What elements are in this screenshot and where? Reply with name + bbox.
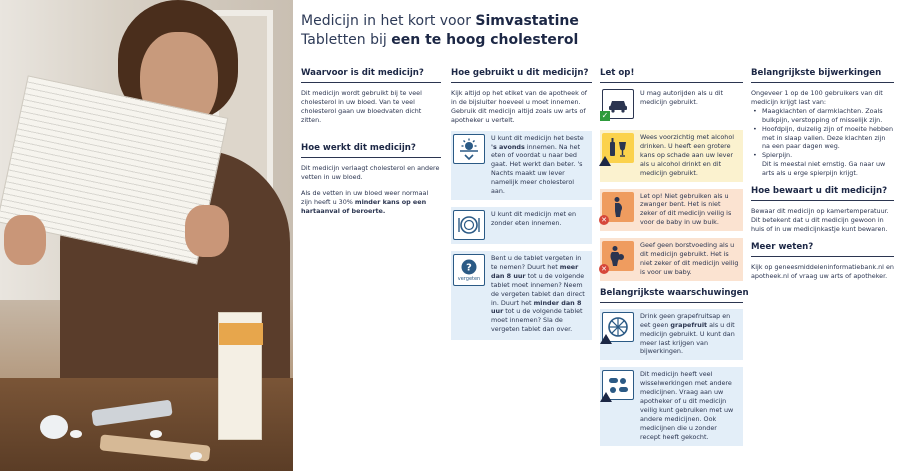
photo-pill [70, 430, 82, 438]
text-span: als u dit medicijn gebruikt. U kunt dan meer last krijgen van bijwerkingen. [640, 320, 735, 356]
text-span: Als de vetten in uw bloed weer normaal zijn heeft u 30% [301, 189, 429, 207]
column-side-effects [751, 68, 894, 287]
photo-medicine-box [218, 312, 262, 440]
grapefruit-icon [602, 312, 634, 342]
usage-food-text: U kunt dit medicijn met en zonder eten innemen. [491, 209, 577, 227]
usage-evening [451, 131, 592, 200]
warning-driving [600, 89, 743, 123]
usage-forgotten-text [491, 254, 588, 334]
medicine-name: Simvastatine [475, 13, 579, 29]
hero-photo [0, 0, 293, 471]
section-purpose [301, 68, 441, 125]
section-title: Meer weten? [751, 242, 894, 257]
forgotten-label: vergeten [457, 275, 481, 282]
paragraph: Dit medicijn verlaagt cholesterol en andere vetten in uw bloed. [301, 163, 440, 181]
header-line-2-prefix: Tabletten bij [301, 32, 392, 48]
photo-hand-left [4, 215, 46, 265]
paragraph [301, 189, 441, 216]
header-line-2 [301, 31, 881, 50]
warning-breastfeeding [600, 238, 743, 281]
text-span: tot u de volgende tablet moet innemen? Sla de vergeten tablet dan over. [491, 307, 583, 334]
question-mark-icon [453, 254, 485, 286]
sun-moon-icon [453, 134, 485, 164]
text-bold: minder dan 8 uur [491, 298, 582, 316]
page-header [301, 12, 881, 50]
list-item: • Maagklachten of darmklachten. Zoals bulkpijn, verstopping of misselijk zijn. [751, 107, 894, 125]
cross-icon: ✕ [599, 215, 609, 225]
warning-alcohol-text: Wees voorzichtig met alcohol drinken. U heeft een grotere kans op schade aan uw lever als u alcohol drinkt en dit medicijn gebruikt. [640, 133, 735, 177]
warning-grapefruit [600, 309, 743, 361]
side-effects-list [751, 107, 894, 160]
section-intro: Kijk altijd op het etiket van de apotheek of in de bijsluiter hoeveel u moet innemen. Gebruik dit medicijn altijd zoals uw arts of apotheker u vertelt. [451, 89, 587, 124]
warning-breastfeeding-text: Geef geen borstvoeding als u dit medicijn gebruikt. Het is niet zeker of dit medicijn veilig is voor uw baby. [640, 241, 739, 276]
usage-forgotten [451, 251, 592, 340]
text-span: Bent u de tablet vergeten in te nemen? Duurt het [491, 253, 582, 271]
section-title: Belangrijkste waarschuwingen [600, 288, 743, 303]
indication: een te hoog cholesterol [391, 32, 579, 48]
section-title: Waarvoor is dit medicijn? [301, 68, 441, 83]
svg-text:?: ? [466, 262, 472, 274]
pills-icon [602, 370, 634, 400]
warning-driving-text: U mag autorijden als u dit medicijn gebruikt. [640, 89, 724, 106]
side-effects-intro: Ongeveer 1 op de 100 gebruikers van dit medicijn krijgt last van: [751, 89, 883, 106]
warning-interactions-text: Dit medicijn heeft veel wisselwerkingen met andere medicijnen. Vraag aan uw apotheker of u dit medicijn veilig kunt gebruiken met uw andere medicijnen. Ook medicijnen die u zonder recept heeft gekocht. [640, 370, 734, 441]
section-title: Hoe gebruikt u dit medicijn? [451, 68, 592, 83]
column-warnings [600, 68, 749, 453]
warning-pregnancy [600, 189, 743, 232]
section-text: Kijk op geneesmiddeleninformatiebank.nl en apotheek.nl of vraag uw arts of apotheker. [751, 262, 894, 280]
text-span: tot u de volgende tablet moet innemen? Neem de vergeten tablet dan direct in. Duurt het [491, 271, 585, 307]
header-line-1-prefix: Medicijn in het kort voor [301, 13, 476, 29]
header-line-1 [301, 12, 881, 31]
text-bold: grapefruit [670, 320, 708, 329]
text-span: U kunt dit medicijn het beste [491, 133, 584, 142]
warning-alcohol [600, 130, 743, 182]
list-item: • Spierpijn. [751, 151, 894, 160]
text-span: innemen. Na het eten of voordat u naar bed gaat. Het werkt dan beter. 's Nachts maakt uw lever namelijk meer cholesterol aan. [491, 142, 583, 196]
warning-icon [599, 156, 611, 166]
warning-grapefruit-text [640, 312, 739, 357]
section-text [751, 89, 894, 178]
plate-icon [453, 210, 485, 240]
warning-icon [600, 392, 612, 402]
section-title: Belangrijkste bijwerkingen [751, 68, 894, 83]
photo-pill [190, 452, 202, 460]
pregnant-icon [602, 192, 634, 222]
warning-interactions [600, 367, 743, 445]
cross-icon: ✕ [599, 264, 609, 274]
section-title: Hoe bewaart u dit medicijn? [751, 186, 894, 201]
car-icon [602, 89, 634, 119]
text-bold: meer dan 8 uur [491, 262, 579, 280]
section-storage [751, 186, 894, 234]
section-title: Let op! [600, 68, 743, 83]
section-side-effects [751, 68, 894, 178]
section-title: Hoe werkt dit medicijn? [301, 143, 441, 158]
column-purpose [301, 68, 441, 224]
warning-pregnancy-text: Let op! Niet gebruiken als u zwanger bent. Het is niet zeker of dit medicijn veilig is voor de baby in uw buik. [640, 191, 732, 227]
section-how-it-works [301, 143, 441, 217]
alcohol-icon [602, 133, 634, 163]
text-span: Drink geen grapefruitsap en eet geen [640, 311, 731, 329]
warning-icon [600, 334, 612, 344]
section-text: Dit medicijn wordt gebruikt bij te veel cholesterol in uw bloed. Van te veel cholesterol gaan uw bloedvaten dicht zitten. [301, 89, 422, 124]
list-item: • Hoofdpijn, duizelig zijn of moeite hebben met in slaap vallen. Deze klachten zijn na een paar dagen weg. [751, 125, 894, 152]
text-bold: minder kans op een hartaanval of beroerte. [301, 198, 427, 216]
photo-pill [150, 430, 162, 438]
side-effects-outro: Dit is meestal niet ernstig. Ga naar uw arts als u erge spierpijn krijgt. [762, 160, 886, 178]
usage-food [451, 207, 592, 244]
usage-evening-text [491, 134, 588, 196]
section-more-info [751, 242, 894, 281]
breastfeeding-icon [601, 241, 634, 274]
section-text [301, 164, 441, 217]
photo-pill [40, 415, 68, 439]
section-text: Bewaar dit medicijn op kamertemperatuur. Dit betekent dat u dit medicijn gewoon in huis of in uw medicijnkastje kunt bewaren. [751, 207, 889, 233]
text-bold: 's avonds [491, 142, 525, 151]
photo-hand-right [185, 205, 229, 257]
check-icon: ✓ [601, 111, 609, 120]
column-usage [451, 68, 592, 347]
